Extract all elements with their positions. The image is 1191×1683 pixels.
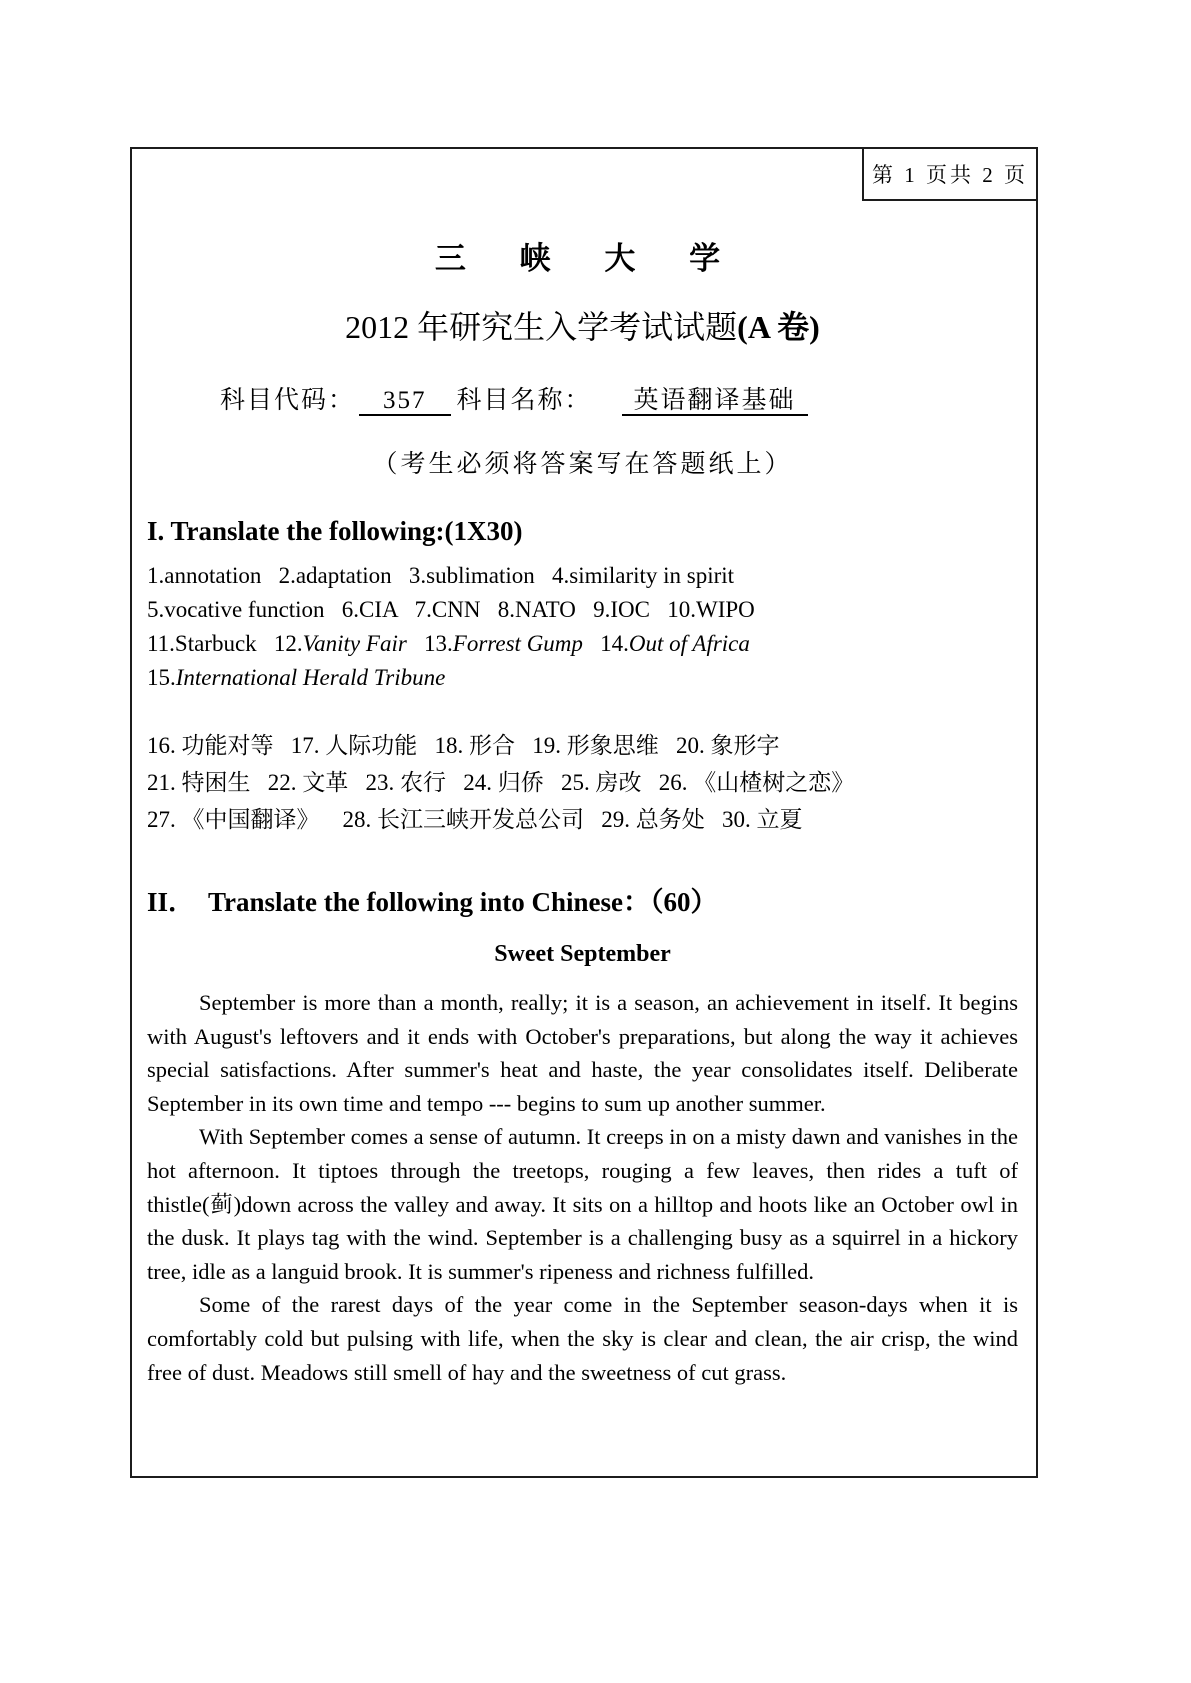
item-13-title: Forrest Gump bbox=[452, 631, 583, 656]
passage-body bbox=[147, 986, 1018, 1389]
subject-name-label: 科目名称： bbox=[456, 387, 592, 414]
passage-paragraph-3: Some of the rarest days of the year come in the September season-days when it is comfortably cold but pulsing with life, when the sky is clear and clean, the air crisp, the wind free of dust. Meadows still smell of hay and the sweetness of cut grass. bbox=[147, 1292, 1018, 1385]
items-11-14 bbox=[147, 627, 1018, 661]
item-15-number: 15. bbox=[147, 665, 176, 690]
page-number-box bbox=[862, 147, 1038, 201]
items-1-4: 1.annotation 2.adaptation 3.sublimation 4.similarity in spirit bbox=[147, 563, 735, 588]
passage-paragraph-2: With September comes a sense of autumn. It creeps in on a misty dawn and vanishes in the hot afternoon. It tiptoes through the treetops, rouging a few leaves, then rides a tuft of thistle(蓟)down across the valley and away. It sits on a hilltop and hoots like an October owl in the dusk. It plays tag with the wind. September is a challenging busy as a squirrel in a hickory tree, idle as a languid brook. It is summer's ripeness and richness fulfilled. bbox=[147, 1124, 1018, 1284]
item-12-title: Vanity Fair bbox=[302, 631, 407, 656]
subject-name-value: 英语翻译基础 bbox=[622, 387, 808, 416]
item-13-number: 13. bbox=[406, 631, 453, 656]
items-21-26: 21. 特困生 22. 文革 23. 农行 24. 归侨 25. 房改 26. 《山楂树之恋》 bbox=[147, 770, 855, 795]
exam-notice: （考生必须将答案写在答题纸上） bbox=[372, 451, 793, 478]
item-14-number: 14. bbox=[582, 631, 629, 656]
exam-variant: (A 卷) bbox=[737, 309, 820, 345]
exam-page-border bbox=[130, 147, 1038, 1478]
passage-title: Sweet September bbox=[494, 941, 671, 967]
section1-english-items bbox=[147, 559, 1018, 695]
subject-line bbox=[147, 380, 1018, 416]
section1-heading: I. Translate the following:(1X30) bbox=[147, 516, 523, 546]
item-15 bbox=[147, 661, 1018, 695]
items-27-30: 27. 《中国翻译》 28. 长江三峡开发总公司 29. 总务处 30. 立夏 bbox=[147, 807, 803, 832]
subject-code-label: 科目代码： bbox=[220, 387, 356, 414]
passage-paragraph-1: September is more than a month, really; it is a season, an achievement in itself. It begins with August's leftovers and it ends with October's preparations, but along the way it achieves special satisfactions. After summer's heat and haste, the year consolidates itself. Deliberate September in its own time and tempo --- begins to sum up another summer. bbox=[147, 990, 1018, 1116]
item-12-number: 12. bbox=[256, 631, 303, 656]
item-15-title: International Herald Tribune bbox=[175, 665, 446, 690]
page-number-label: 第 1 页共 2 页 bbox=[872, 163, 1028, 187]
items-16-20: 16. 功能对等 17. 人际功能 18. 形合 19. 形象思维 20. 象形字 bbox=[147, 733, 780, 758]
exam-title bbox=[147, 302, 1018, 348]
item-14-title: Out of Africa bbox=[628, 631, 750, 656]
items-5-10: 5.vocative function 6.CIA 7.CNN 8.NATO 9.IOC 10.WIPO bbox=[147, 597, 755, 622]
university-name: 三 峡 大 学 bbox=[434, 241, 731, 276]
section2-heading: II． Translate the following into Chinese：（60） bbox=[147, 887, 718, 917]
exam-title-text: 2012 年研究生入学考试试题 bbox=[345, 309, 738, 345]
section1-chinese-items bbox=[147, 727, 1018, 838]
item-11: 11.Starbuck bbox=[147, 631, 257, 656]
subject-code-value: 357 bbox=[359, 387, 451, 416]
